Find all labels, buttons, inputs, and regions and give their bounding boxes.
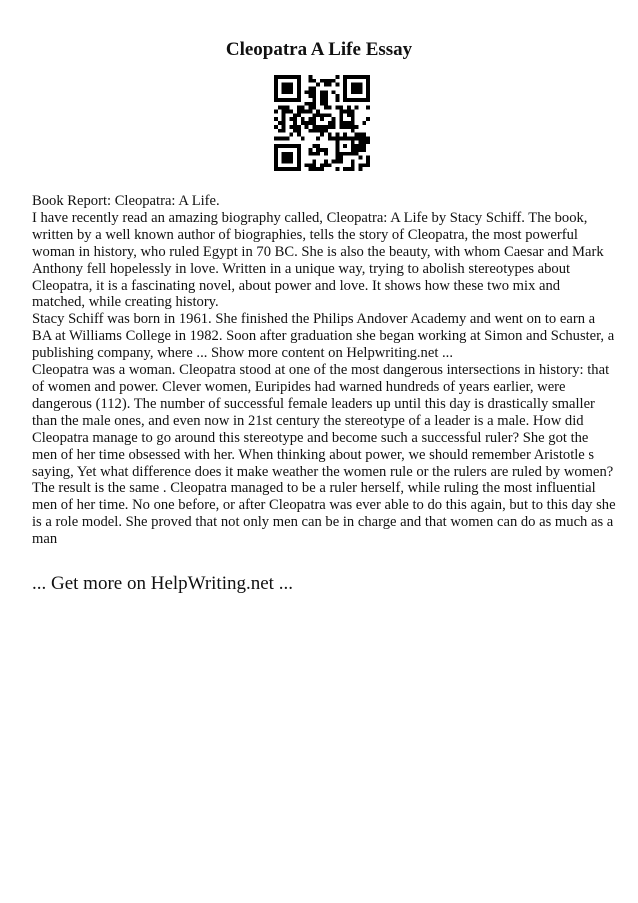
paragraph: Book Report: Cleopatra: A Life.: [32, 193, 220, 209]
qr-code-icon: [274, 75, 370, 171]
paragraph: I have recently read an amazing biography called, Cleopatra: A Life by Stacy Schiff. The book, written by a well known author of biographies, tells the story of Cleopatra, the most powerful woman in history, who ruled Egypt in 70 BC. She is also the beauty, with whom Caesar and Mark Anthony fell hopelessly in love. Written in a unique way, trying to abolish stereotypes about Cleopatra, it is a fascinating novel, about power and love. It shows how these two mix and matched, while creating history.: [32, 209, 604, 311]
footer-link[interactable]: ... Get more on HelpWriting.net ...: [32, 573, 293, 594]
paragraph: Cleopatra was a woman. Cleopatra stood at one of the most dangerous intersections in history: that of women and power. Clever women, Euripides had warned hundreds of years earlier, were dangerous (112). The number of successful female leaders up until this day is drastically smaller than the male ones, and even now in 21st century the stereotype of a leader is a male. How did Cleopatra manage to go around this stereotype and become such a successful ruler? She got the men of her time obsessed with her. When thinking about power, we should remember Aristotle s saying, Yet what difference does it make weather the women rule or the rulers are ruled by women? The result is the same . Cleopatra managed to be a ruler herself, while ruling the most influential men of her time. No one before, or after Cleopatra was ever able to do this again, but to this day she is a role model. She proved that not only men can be in charge and that women can do as much as a man: [32, 362, 616, 548]
essay-body: [32, 193, 616, 548]
paragraph: Stacy Schiff was born in 1961. She finished the Philips Andover Academy and went on to earn a BA at Williams College in 1982. Soon after graduation she began working at Simon and Schuster, a publishing company, where ... Show more content on Helpwriting.net ...: [32, 311, 615, 362]
document-title: Cleopatra A Life Essay: [225, 39, 413, 60]
